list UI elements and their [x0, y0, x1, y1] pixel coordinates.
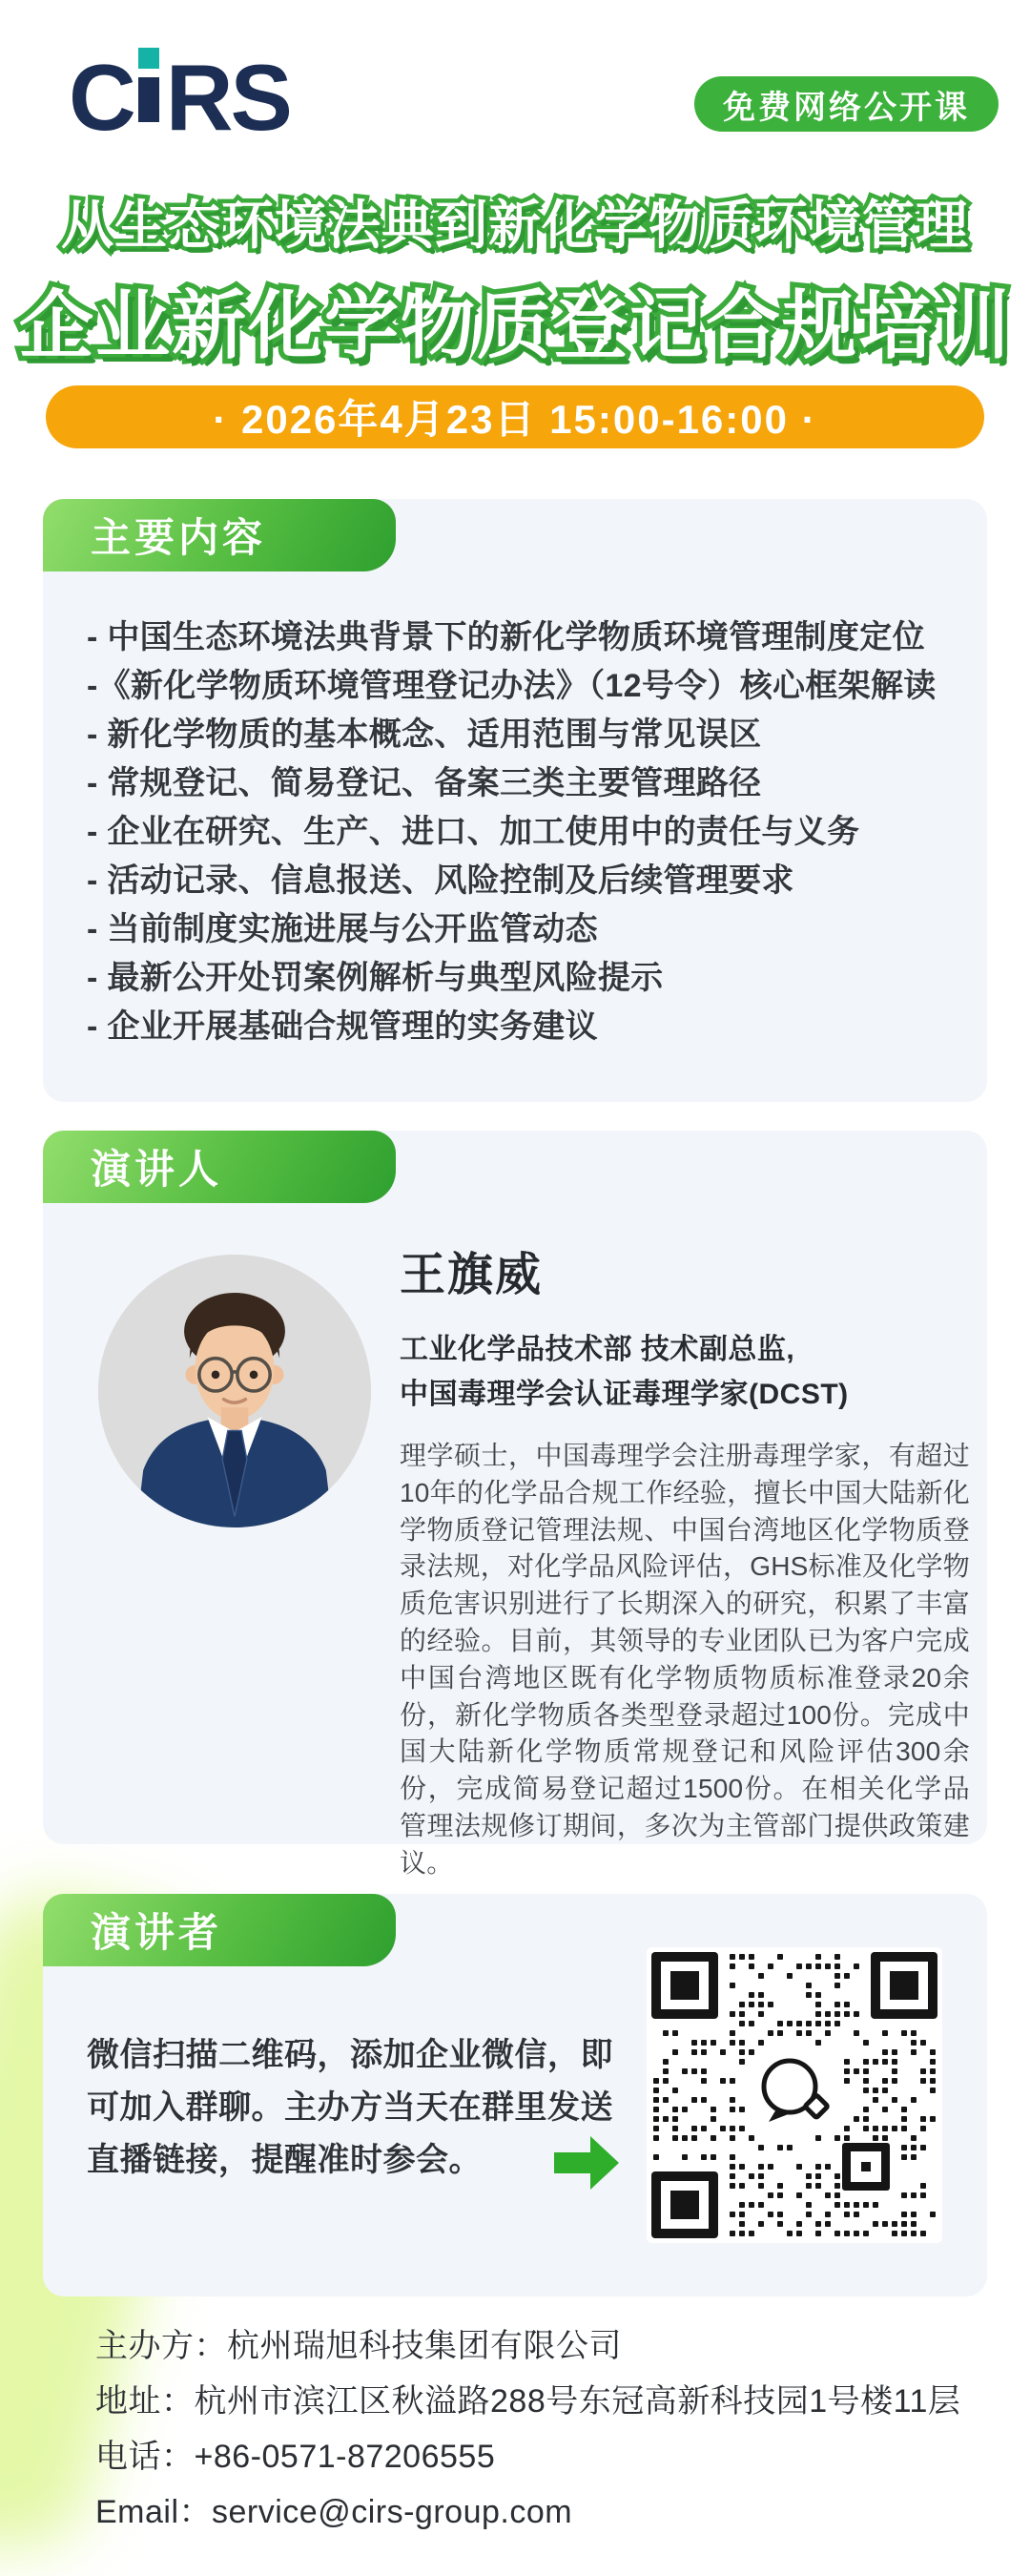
- speaker-photo: [98, 1255, 371, 1527]
- speaker-name: 王旗威: [400, 1250, 544, 1300]
- agenda-item: -《新化学物质环境管理登记办法》（12号令）核心框架解读: [87, 668, 937, 704]
- speaker-card: [43, 1131, 987, 1878]
- footer-phone: 电话：+86-0571-87206555: [95, 2439, 496, 2475]
- join-tab: [43, 1894, 396, 1966]
- agenda-item: - 新化学物质的基本概念、适用范围与常见误区: [87, 717, 762, 753]
- qr-code-svg: [647, 1947, 942, 2243]
- join-tab-label: 演讲者: [91, 1910, 223, 1955]
- footer-email: Email：service@cirs-group.com: [95, 2494, 573, 2530]
- agenda-card: [43, 499, 987, 1102]
- date-banner: [46, 385, 984, 448]
- logo-i-bar: [138, 77, 159, 122]
- agenda-item: - 常规登记、简易登记、备案三类主要管理路径: [87, 765, 762, 801]
- agenda-item: - 企业在研究、生产、进口、加工使用中的责任与义务: [87, 814, 860, 850]
- speaker-tab: [43, 1131, 396, 1203]
- footer-organizer: 主办方：杭州瑞旭科技集团有限公司: [95, 2328, 622, 2364]
- join-card: [43, 1894, 987, 2296]
- cirs-logo: [69, 45, 290, 150]
- speaker-bio: 理学硕士，中国毒理学会注册毒理学家，有超过10年的化学品合规工作经验，擅长中国大陆新化学物质登记管理法规、中国台湾地区化学物质登录法规，对化学品风险评估，GHS标准及化学物质危害识别进行了长期深入的研究，积累了丰富的经验。目前，其领导的专业团队已为客户完成中国台湾地区既有化学物质物质标准登录20余份，新化学物质各类型登录超过100份。完成中国大陆新化学物质常规登记和风险评估300余份，完成简易登记超过1500份。在相关化学品管理法规修订期间，多次为主管部门提供政策建议。: [400, 1441, 970, 1878]
- agenda-tab: [43, 499, 396, 571]
- hero-title: [0, 183, 1030, 373]
- logo-i-dot: [138, 48, 159, 69]
- agenda-item: - 当前制度实施进展与公开监管动态: [87, 911, 598, 947]
- hero-title-line2: 企业新化学物质登记合规培训: [18, 283, 1011, 367]
- free-webinar-badge: [694, 76, 999, 132]
- arrow-right-icon: [554, 2134, 621, 2192]
- logo-letters-rs: RS: [165, 45, 290, 150]
- agenda-item: - 活动记录、信息报送、风险控制及后续管理要求: [87, 862, 794, 899]
- speaker-avatar-illustration: [98, 1255, 371, 1527]
- logo-letter-c: C: [69, 45, 134, 150]
- join-instructions: 微信扫描二维码，添加企业微信，即可加入群聊。主办方当天在群里发送直播链接，提醒准时参会。: [87, 2037, 613, 2178]
- speaker-title: [400, 1327, 849, 1417]
- speaker-tab-label: 演讲人: [91, 1147, 223, 1192]
- speaker-title-line2: 中国毒理学会认证毒理学家(DCST): [400, 1379, 849, 1410]
- agenda-item: - 中国生态环境法典背景下的新化学物质环境管理制度定位: [87, 619, 925, 655]
- footer-contact: [95, 2318, 960, 2540]
- hero-title-line1: 从生态环境法典到新化学物质环境管理: [60, 196, 969, 255]
- agenda-tab-label: 主要内容: [91, 515, 267, 560]
- agenda-list: [87, 613, 953, 1051]
- agenda-item: - 最新公开处罚案例解析与典型风险提示: [87, 960, 664, 996]
- speaker-title-line1: 工业化学品技术部 技术副总监,: [400, 1334, 795, 1365]
- footer-address: 地址：杭州市滨江区秋溢路288号东冠高新科技园1号楼11层: [95, 2383, 961, 2420]
- free-webinar-badge-label: 免费网络公开课: [723, 89, 970, 126]
- logo-letter-i: [138, 48, 159, 122]
- qr-code: [647, 1947, 942, 2243]
- date-banner-label: · 2026年4月23日 15:00-16:00 ·: [213, 397, 817, 442]
- agenda-item: - 企业开展基础合规管理的实务建议: [87, 1008, 598, 1045]
